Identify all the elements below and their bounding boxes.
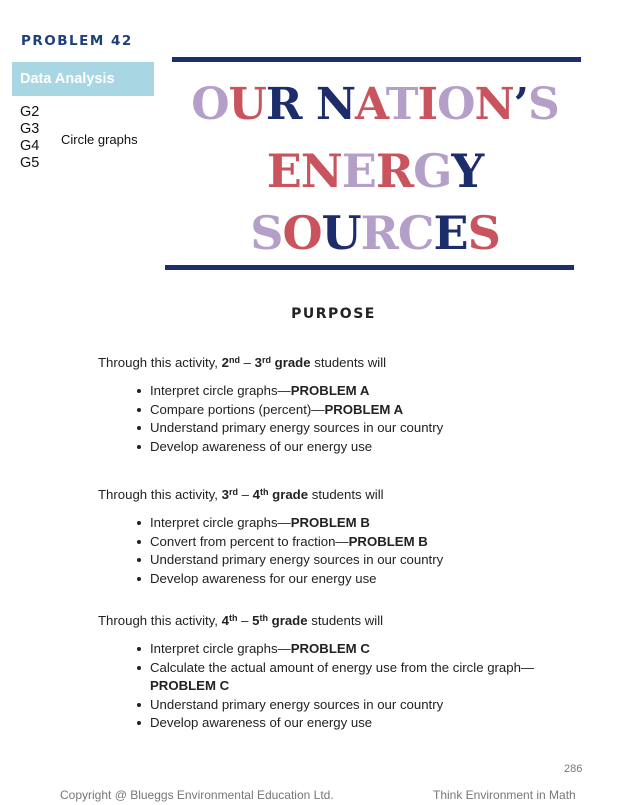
purpose-section-1: [98, 355, 443, 456]
grade-label: G2: [20, 104, 40, 120]
list-item: Understand primary energy sources in our country: [150, 419, 443, 438]
purpose-section-3: [98, 613, 590, 733]
list-item: Interpret circle graphs—PROBLEM B: [150, 514, 443, 533]
grade-list: [20, 104, 39, 172]
objective-list: [98, 640, 590, 733]
grade-label: G5: [20, 155, 40, 171]
grade-label: G4: [20, 138, 40, 154]
purpose-heading: PURPOSE: [291, 306, 376, 322]
list-item: Understand primary energy sources in our country: [150, 551, 443, 570]
grade-label: G3: [20, 121, 40, 137]
page-number: 286: [564, 763, 583, 775]
category-label: Data Analysis: [20, 71, 115, 87]
title-rule-bottom: [165, 265, 574, 270]
section-intro: Through this activity, 4th – 5th grade students will: [98, 613, 384, 628]
footer-copyright: Copyright @ Blueggs Environmental Education Ltd.: [60, 788, 334, 802]
list-item: Compare portions (percent)—PROBLEM A: [150, 401, 443, 420]
list-item: Interpret circle graphs—PROBLEM C: [150, 640, 590, 659]
list-item: Convert from percent to fraction—PROBLEM B: [150, 533, 443, 552]
title-line-1: OUR NATION’S: [191, 79, 559, 130]
title-line-3: SOURCES: [250, 206, 500, 260]
objective-list: [98, 514, 443, 588]
list-item: Develop awareness of our energy use: [150, 438, 443, 457]
list-item: Develop awareness of our energy use: [150, 714, 590, 733]
footer-tagline: Think Environment in Math: [433, 788, 576, 802]
problem-number: PROBLEM 42: [21, 33, 133, 49]
objective-list: [98, 382, 443, 456]
section-intro: Through this activity, 2nd – 3rd grade students will: [98, 355, 387, 370]
topic-label: Circle graphs: [61, 132, 138, 147]
title-rule-top: [172, 57, 581, 62]
list-item: Develop awareness for our energy use: [150, 570, 443, 589]
section-intro: Through this activity, 3rd – 4th grade students will: [98, 487, 384, 502]
list-item: Calculate the actual amount of energy use from the circle graph— PROBLEM C: [150, 659, 590, 696]
purpose-section-2: [98, 487, 443, 588]
list-item: Interpret circle graphs—PROBLEM A: [150, 382, 443, 401]
title-line-2: ENERGY: [266, 144, 484, 198]
list-item: Understand primary energy sources in our country: [150, 696, 590, 715]
category-bar: [12, 62, 154, 96]
